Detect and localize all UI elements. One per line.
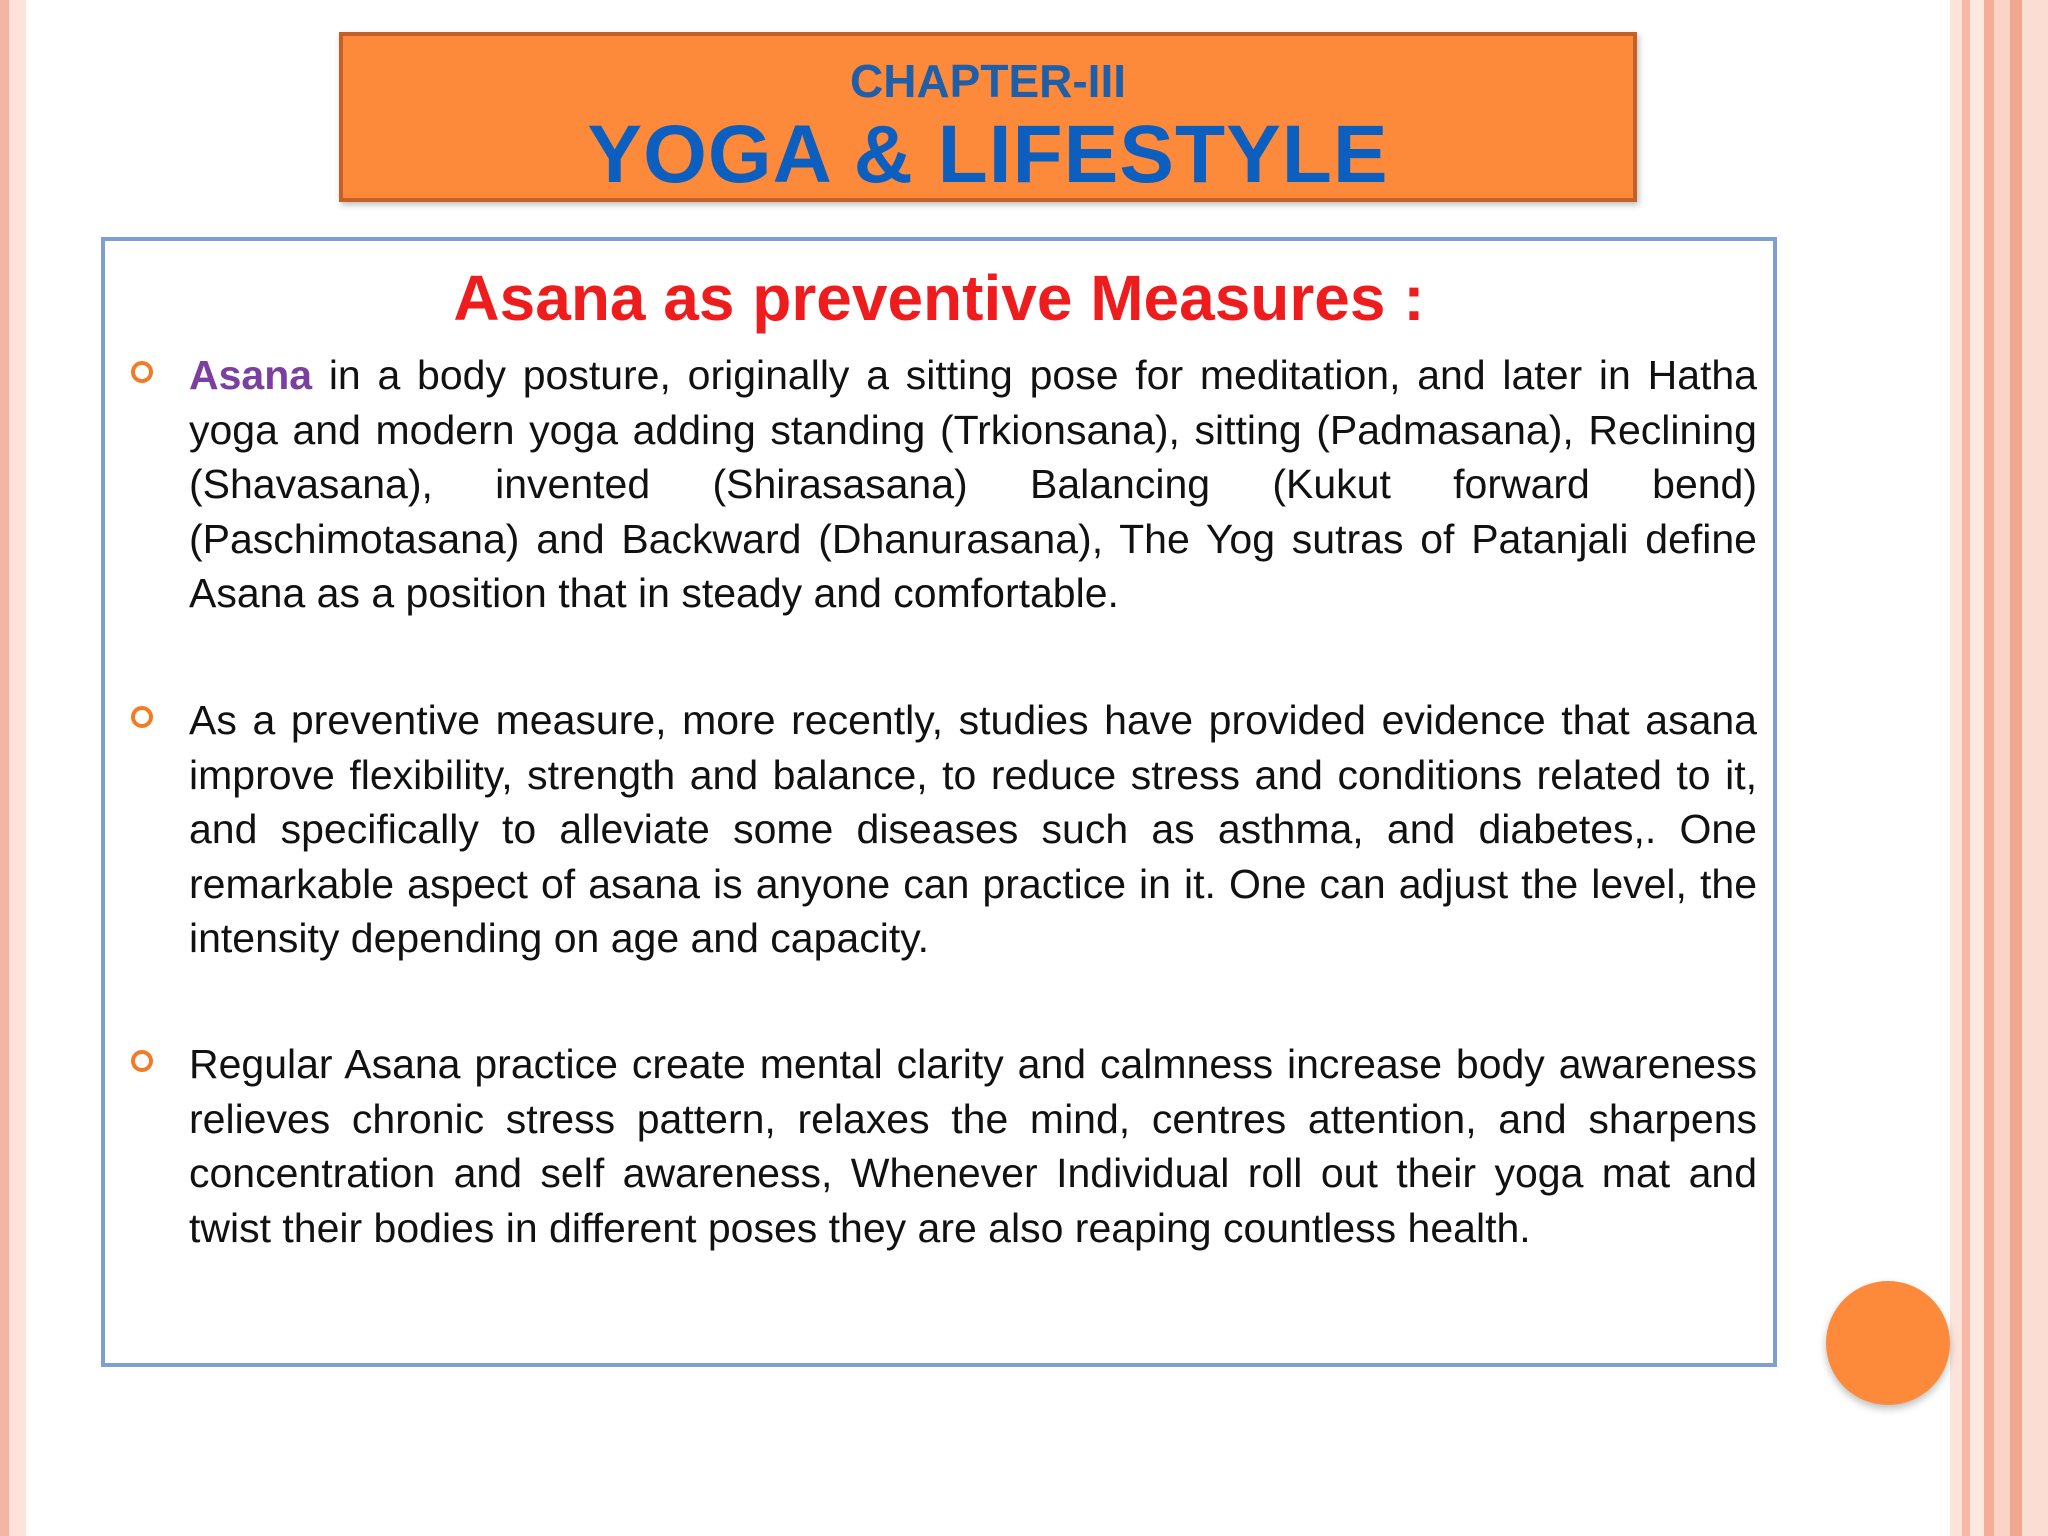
hollow-circle-bullet-icon: [131, 1050, 153, 1072]
chapter-title: YOGA & LIFESTYLE: [587, 109, 1389, 200]
bullet-text: Regular Asana practice create mental clarity and calmness increase body awareness relieves chronic stress pattern, relaxes the mind, centres attention, and sharpens concentration and self awareness, Whenever Individual roll out their yoga mat and twist their bodies in different poses they are also reaping countless health.: [189, 1041, 1757, 1251]
bullet-text: As a preventive measure, more recently, studies have provided evidence that asana improve flexibility, strength and balance, to reduce stress and conditions related to it, and specifically to alleviate some diseases such as asthma, and diabetes,. One remarkable aspect of asana is anyone can practice in it. One can adjust the level, the intensity depending on age and capacity.: [189, 697, 1757, 961]
left-decorative-stripe: [0, 0, 26, 1536]
section-heading: Asana as preventive Measures :: [453, 262, 1425, 334]
bullet-item-preventive-measure: [189, 693, 1757, 966]
decorative-orange-circle: [1826, 1281, 1950, 1405]
bullet-item-regular-practice: [189, 1037, 1757, 1255]
hollow-circle-bullet-icon: [131, 361, 153, 383]
content-panel: [101, 237, 1777, 1367]
bullet-item-asana-definition: [189, 348, 1757, 621]
right-decorative-stripes: [1950, 0, 2048, 1536]
chapter-banner: [339, 32, 1637, 202]
chapter-label: CHAPTER-III: [850, 55, 1126, 107]
bullet-text: in a body posture, originally a sitting pose for meditation, and later in Hatha yoga and modern yoga adding standing (Trkionsana), sitting (Padmasana), Reclining (Shavasana), invented (Shirasasana) Balancing (Kukut forward bend) (Paschimotasana) and Backward (Dhanurasana), The Yog sutras of Patanjali define Asana as a position that in steady and comfortable.: [189, 352, 1757, 616]
hollow-circle-bullet-icon: [131, 706, 153, 728]
bullet-lead-word: Asana: [189, 352, 313, 398]
